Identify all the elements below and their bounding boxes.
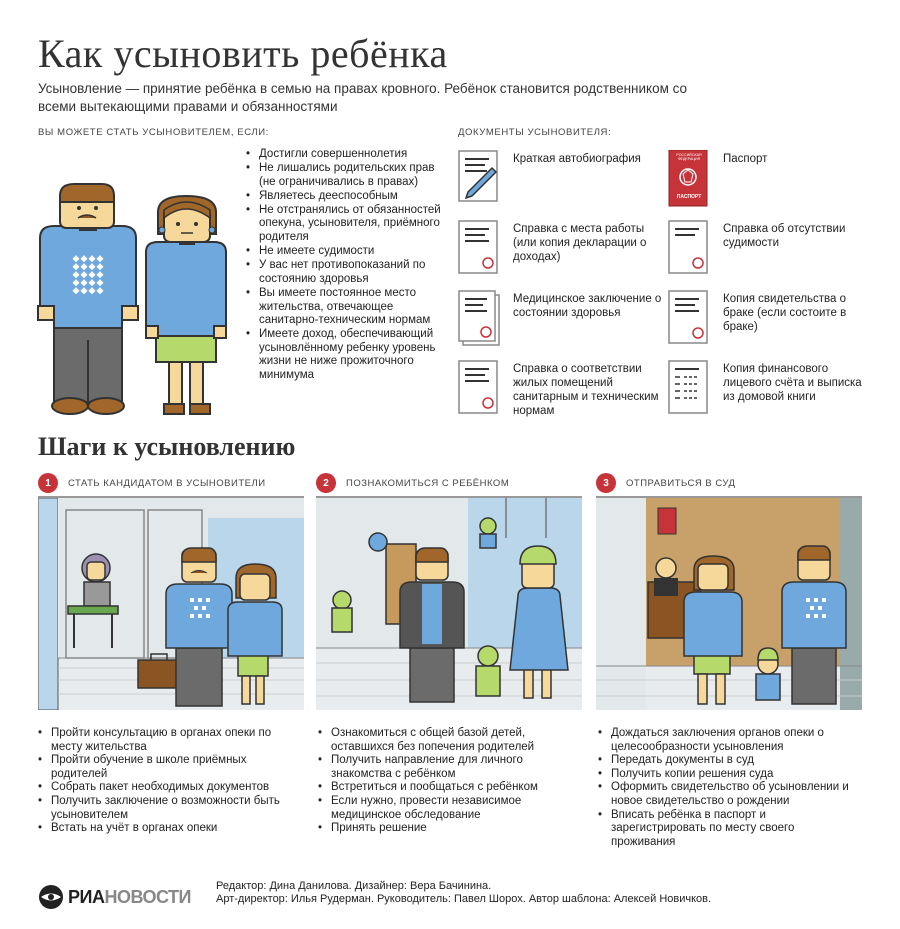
document-label: Копия свидетельства о браке (если состоите в браке) (723, 293, 847, 333)
step-number-badge: 2 (316, 473, 336, 493)
scene-meet-child (316, 498, 582, 710)
man-figure (38, 184, 138, 414)
step-label: СТАТЬ КАНДИДАТОМ В УСЫНОВИТЕЛИ (68, 477, 266, 489)
scene-guardianship-office (38, 498, 304, 710)
document-no-criminal-record (668, 220, 873, 282)
condition-item: • Не лишались родительских прав (не ограничивались в правах) (246, 162, 451, 189)
step-item: • Встретиться и пообщаться с ребёнком (318, 781, 578, 795)
condition-item: • Вы имеете постоянное место жительства, отвечающее санитарно-техническим нормам (246, 287, 451, 328)
stamped-doc-icon (458, 220, 502, 278)
stamped-doc-icon (668, 220, 712, 278)
couple-illustration (30, 150, 245, 420)
step-2-header (316, 473, 509, 493)
step-number-badge: 3 (596, 473, 616, 493)
ria-logo[interactable] (38, 884, 191, 910)
logo-text-ria: РИА (68, 886, 105, 907)
credits (216, 880, 711, 906)
footer (38, 880, 858, 910)
document-marriage-certificate (668, 290, 873, 352)
step-3-list (598, 727, 858, 849)
conditions-header: ВЫ МОЖЕТЕ СТАТЬ УСЫНОВИТЕЛЕМ, ЕСЛИ: (38, 127, 269, 138)
step-item: • Ознакомиться с общей базой детей, оставшихся без попечения родителей (318, 727, 578, 754)
condition-item: • Не имеете судимости (246, 245, 451, 259)
step-number-badge: 1 (38, 473, 58, 493)
step-1-header (38, 473, 266, 493)
step-item: • Пройти консультацию в органах опеки по месту жительства (38, 727, 298, 754)
passport-bottom-text: ПАСПОРТ (676, 194, 702, 200)
document-autobiography (458, 150, 663, 212)
credits-line: Редактор: Дина Данилова. Дизайнер: Вера Бачинина. (216, 880, 492, 892)
step-3-header (596, 473, 735, 493)
step-1-list (38, 727, 298, 836)
documents-header: ДОКУМЕНТЫ УСЫНОВИТЕЛЯ: (458, 127, 612, 138)
document-label: Краткая автобиография (513, 153, 641, 165)
step-item: • Пройти обучение в школе приёмных родителей (38, 754, 298, 781)
scene-court (596, 498, 862, 710)
stamped-doc-icon (458, 360, 502, 418)
document-housing (458, 360, 663, 422)
page-subtitle: Усыновление — принятие ребёнка в семью на правах кровного. Ребёнок становится родственником со всеми вытекающими правами и обязанностями (38, 81, 688, 114)
logo-text-novosti: НОВОСТИ (104, 886, 191, 907)
document-label: Справка об отсутствии судимости (723, 223, 846, 249)
passport-top-text: РОССИЙСКАЯ ФЕДЕРАЦИЯ (676, 153, 702, 161)
condition-item: • Имеете доход, обеспечивающий усыновлённому ребенку уровень жизни не ниже прожиточного минимума (246, 328, 451, 382)
step-2-list (318, 727, 578, 836)
document-label: Справка о соответствии жилых помещений санитарным и техническим нормам (513, 363, 659, 417)
step-item: • Встать на учёт в органах опеки (38, 822, 298, 836)
credits-line: Арт-директор: Илья Рудерман. Руководитель: Павел Шорох. Автор шаблона: Алексей Новичков. (216, 893, 712, 905)
step-item: • Принять решение (318, 822, 578, 836)
steps-title: Шаги к усыновлению (38, 432, 296, 461)
document-account-copy (668, 360, 873, 422)
condition-item: • Не отстранялись от обязанностей опекуна, усыновителя, приёмного родителя (246, 204, 451, 245)
step-item: • Дождаться заключения органов опеки о целесообразности усыновления (598, 727, 858, 754)
step-item: • Передать документы в суд (598, 754, 858, 768)
document-work-certificate (458, 220, 663, 282)
step-item: • Оформить свидетельство об усыновлении и новое свидетельство о рождении (598, 781, 858, 808)
step-item: • Вписать ребёнка в паспорт и зарегистрировать по месту своего проживания (598, 809, 858, 850)
step-item: • Получить копии решения суда (598, 768, 858, 782)
conditions-list (246, 148, 451, 383)
step-item: • Если нужно, провести независимое медицинское обследование (318, 795, 578, 822)
page-title: Как усыновить ребёнка (38, 31, 448, 76)
step-item: • Собрать пакет необходимых документов (38, 781, 298, 795)
document-medical (458, 290, 663, 352)
step-label: ОТПРАВИТЬСЯ В СУД (626, 477, 736, 489)
step-item: • Получить заключение о возможности быть усыновителем (38, 795, 298, 822)
document-label: Паспорт (723, 153, 768, 165)
ledger-doc-icon (668, 360, 712, 418)
woman-figure (146, 196, 226, 414)
document-label: Справка с места работы (или копия декларации о доходах) (513, 223, 647, 263)
document-label: Копия финансового лицевого счёта и выписка из домовой книги (723, 363, 862, 403)
condition-item: • Достигли совершеннолетия (246, 148, 451, 162)
globe-icon (38, 884, 64, 910)
document-passport (668, 150, 873, 212)
autobiography-doc-icon (458, 150, 502, 208)
condition-item: • У вас нет противопоказаний по состоянию здоровья (246, 259, 451, 286)
stacked-docs-icon (458, 290, 502, 348)
step-item: • Получить направление для личного знакомства с ребёнком (318, 754, 578, 781)
step-label: ПОЗНАКОМИТЬСЯ С РЕБЁНКОМ (346, 477, 510, 489)
stamped-doc-icon (668, 290, 712, 348)
condition-item: • Являетесь дееспособным (246, 190, 451, 204)
document-label: Медицинское заключение о состоянии здоровья (513, 293, 662, 319)
